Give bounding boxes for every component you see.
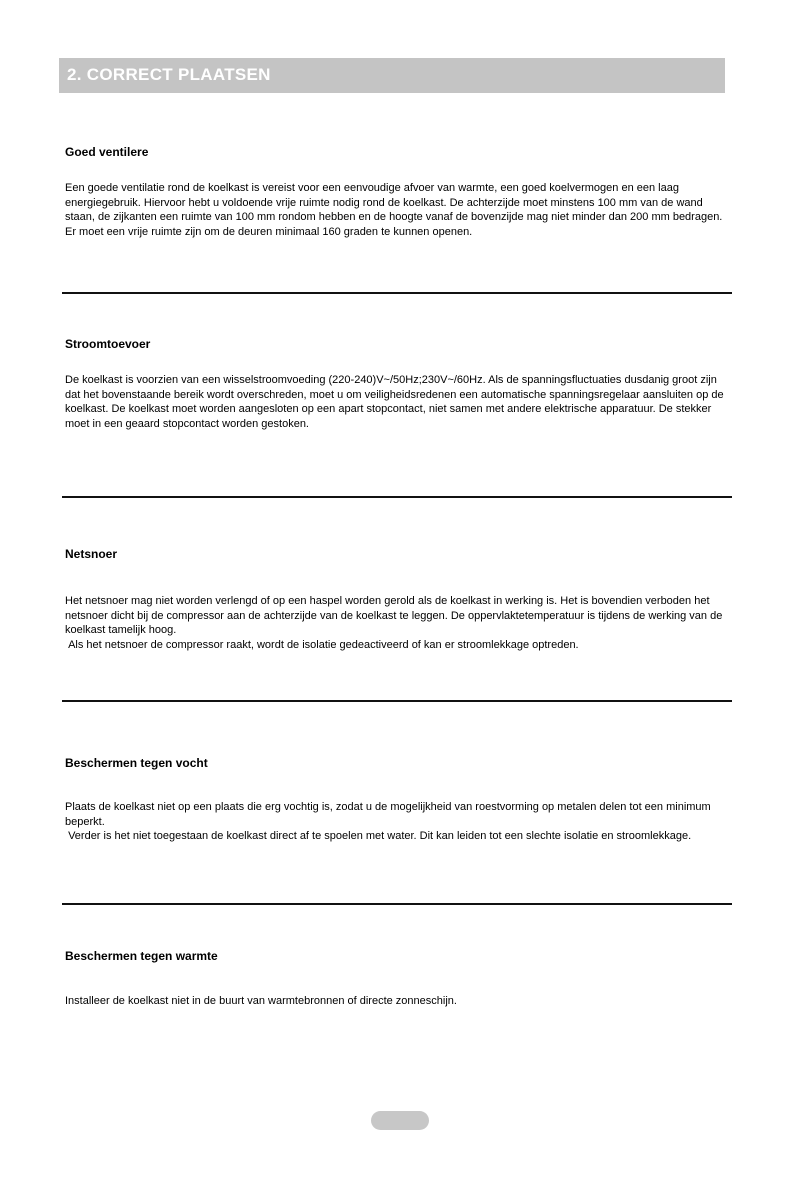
section-title-heat: Beschermen tegen warmte <box>65 949 218 963</box>
section-title-ventilation: Goed ventilere <box>65 145 149 159</box>
section-title-power-cord: Netsnoer <box>65 547 118 561</box>
paragraph: Plaats de koelkast niet op een plaats die erg vochtig is, zodat u de mogelijkheid van roestvorming op metalen delen tot een minimum beperkt. <box>65 801 711 828</box>
section-divider <box>62 903 732 905</box>
paragraph: De koelkast is voorzien van een wisselstroomvoeding (220-240)V~/50Hz;230V~/60Hz. Als de spanningsfluctuaties dusdanig groot zijn dat het bovenstaande bereik wordt overschreden, moet u om veiligheidsredenen een automatische spanningsregelaar aansluiten op de koelkast. De koelkast moet worden aangesloten op een apart stopcontact, niet samen met andere elektrische apparatuur. De stekker moet in een geaard stopcontact worden gestoken. <box>65 374 724 430</box>
section-divider <box>62 292 732 294</box>
section-title-moisture: Beschermen tegen vocht <box>65 756 208 770</box>
section-divider <box>62 700 732 702</box>
section-header-bar <box>59 58 725 93</box>
paragraph: Als het netsnoer de compressor raakt, wordt de isolatie gedeactiveerd of kan er stroomlekkage optreden. <box>65 638 579 651</box>
section-body-ventilation <box>65 181 725 239</box>
section-divider <box>62 496 732 498</box>
section-body-heat <box>65 994 725 1009</box>
paragraph: Installeer de koelkast niet in de buurt van warmtebronnen of directe zonneschijn. <box>65 995 457 1007</box>
page-number-tab <box>371 1111 429 1130</box>
section-title-power-supply: Stroomtoevoer <box>65 337 151 351</box>
section-body-power-cord <box>65 594 725 652</box>
page-title: 2. CORRECT PLAATSEN <box>67 65 271 84</box>
paragraph: Verder is het niet toegestaan de koelkast direct af te spoelen met water. Dit kan leiden tot een slechte isolatie en stroomlekkage. <box>65 830 692 843</box>
paragraph: Het netsnoer mag niet worden verlengd of op een haspel worden gerold als de koelkast in werking is. Het is bovendien verboden het netsnoer dicht bij de compressor aan de achterzijde van de koelkast te leggen. De oppervlaktetemperatuur is tijdens de werking van de koelkast tamelijk hoog. <box>65 595 723 637</box>
paragraph: Een goede ventilatie rond de koelkast is vereist voor een eenvoudige afvoer van warmte, een goed koelvermogen en een laag energiegebruik. Hiervoor hebt u voldoende vrije ruimte nodig rond de koelkast. De achterzijde moet minstens 100 mm van de wand staan, de zijkanten een ruimte van 100 mm rondom hebben en de hoogte vanaf de bovenzijde mag niet minder dan 200 mm bedragen. Er moet een vrije ruimte zijn om de deuren minimaal 160 graden te kunnen openen. <box>65 182 723 238</box>
section-body-power-supply <box>65 373 725 431</box>
section-body-moisture <box>65 800 725 844</box>
